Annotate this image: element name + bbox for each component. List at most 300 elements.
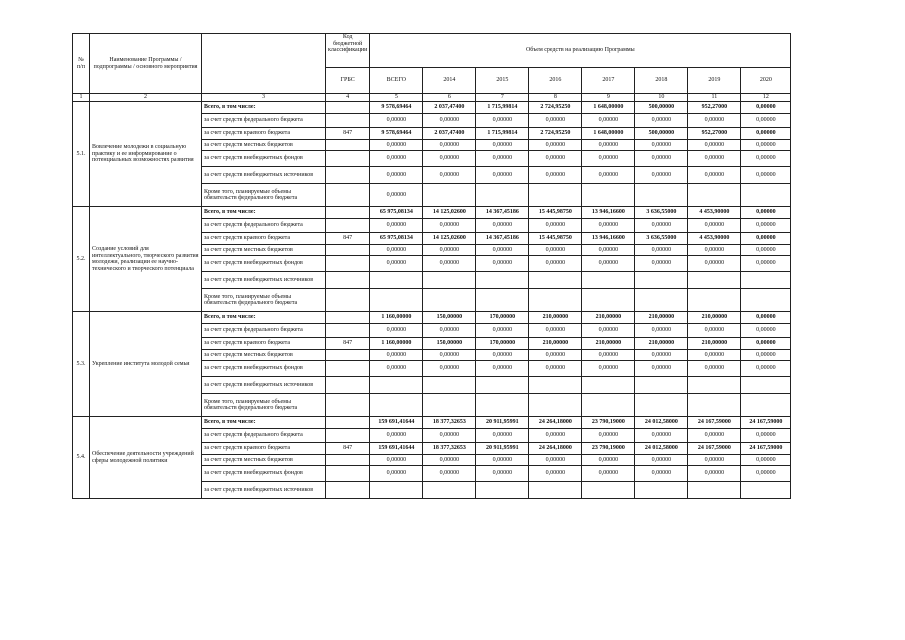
value-year: 0,00000 [635, 256, 688, 272]
value-year: 23 790,19000 [582, 443, 635, 455]
value-year: 0,00000 [423, 361, 476, 377]
value-total [370, 272, 423, 289]
value-year: 0,00000 [582, 324, 635, 338]
value-year: 1 648,00000 [582, 102, 635, 114]
value-year: 0,00000 [582, 219, 635, 233]
value-year: 0,00000 [741, 151, 791, 167]
value-year [582, 482, 635, 499]
value-year [529, 289, 582, 312]
header-grbs: ГРБС [326, 68, 370, 94]
value-year [741, 184, 791, 207]
value-year: 0,00000 [741, 455, 791, 466]
value-year [476, 377, 529, 394]
value-year [688, 184, 741, 207]
value-year: 15 445,98750 [529, 207, 582, 219]
value-year: 18 377,32653 [423, 443, 476, 455]
value-year [423, 289, 476, 312]
value-year: 13 946,16600 [582, 207, 635, 219]
funding-source-label: Всего, в том числе: [202, 312, 326, 324]
value-year [688, 272, 741, 289]
value-year [582, 289, 635, 312]
value-year: 0,00000 [688, 466, 741, 482]
value-year: 0,00000 [423, 256, 476, 272]
value-year: 0,00000 [423, 151, 476, 167]
value-year [529, 184, 582, 207]
value-year: 210,00000 [582, 312, 635, 324]
value-year: 500,00000 [635, 102, 688, 114]
value-year: 210,00000 [688, 312, 741, 324]
value-year [423, 482, 476, 499]
value-year [741, 272, 791, 289]
value-year: 0,00000 [423, 140, 476, 151]
value-year: 0,00000 [688, 245, 741, 256]
value-year: 0,00000 [741, 466, 791, 482]
value-year: 0,00000 [582, 466, 635, 482]
value-total: 0,00000 [370, 324, 423, 338]
funding-source-label: за счет средств внебюджетных источников [202, 482, 326, 499]
value-total: 0,00000 [370, 350, 423, 361]
column-number: 11 [688, 94, 741, 102]
value-year: 24 264,18000 [529, 417, 582, 429]
funding-source-label: за счет средств краевого бюджета [202, 443, 326, 455]
value-year: 0,00000 [741, 207, 791, 219]
value-year: 0,00000 [582, 455, 635, 466]
header-num: № п/п [73, 34, 90, 94]
value-year: 14 125,02600 [423, 207, 476, 219]
value-year: 0,00000 [423, 324, 476, 338]
value-year: 0,00000 [423, 114, 476, 128]
value-year: 18 377,32653 [423, 417, 476, 429]
header-year: 2017 [582, 68, 635, 94]
value-year: 0,00000 [635, 455, 688, 466]
value-year [741, 482, 791, 499]
funding-source-label: за счет средств краевого бюджета [202, 233, 326, 245]
value-year: 0,00000 [741, 233, 791, 245]
grbs-code [326, 140, 370, 151]
grbs-code [326, 207, 370, 219]
table-row [73, 207, 791, 219]
value-year [635, 482, 688, 499]
value-year: 0,00000 [423, 350, 476, 361]
value-year: 0,00000 [529, 429, 582, 443]
value-year: 0,00000 [688, 429, 741, 443]
value-year: 952,27000 [688, 128, 741, 140]
value-year: 0,00000 [582, 245, 635, 256]
value-year: 0,00000 [582, 256, 635, 272]
value-total: 0,00000 [370, 167, 423, 184]
value-year [476, 394, 529, 417]
funding-source-label: за счет средств федерального бюджета [202, 429, 326, 443]
value-total: 0,00000 [370, 466, 423, 482]
value-year [688, 482, 741, 499]
value-year: 0,00000 [582, 151, 635, 167]
column-number: 12 [741, 94, 791, 102]
grbs-code [326, 167, 370, 184]
value-year: 0,00000 [741, 350, 791, 361]
table-row [73, 102, 791, 114]
value-total: 9 578,69464 [370, 128, 423, 140]
value-year [582, 377, 635, 394]
value-year [688, 377, 741, 394]
value-year: 24 264,18000 [529, 443, 582, 455]
value-year: 210,00000 [635, 312, 688, 324]
value-year: 24 167,59000 [688, 417, 741, 429]
funding-source-label: за счет средств внебюджетных фондов [202, 361, 326, 377]
value-year: 15 445,98750 [529, 233, 582, 245]
header-year: 2015 [476, 68, 529, 94]
value-year: 24 167,59000 [741, 417, 791, 429]
value-year: 0,00000 [635, 361, 688, 377]
value-year: 0,00000 [423, 429, 476, 443]
value-total: 0,00000 [370, 361, 423, 377]
value-total: 0,00000 [370, 245, 423, 256]
value-year: 0,00000 [529, 219, 582, 233]
value-year: 0,00000 [635, 167, 688, 184]
funding-source-label: Кроме того, планируемые объемы обязательств федерального бюджета [202, 289, 326, 312]
value-year: 210,00000 [688, 338, 741, 350]
value-year: 0,00000 [741, 324, 791, 338]
value-year: 4 453,90000 [688, 233, 741, 245]
grbs-code [326, 102, 370, 114]
value-year: 0,00000 [476, 324, 529, 338]
value-year: 3 636,55000 [635, 207, 688, 219]
value-year: 0,00000 [688, 151, 741, 167]
value-year: 170,00000 [476, 338, 529, 350]
value-year: 1 715,99814 [476, 128, 529, 140]
section-number: 5.3. [73, 312, 90, 417]
value-year: 210,00000 [635, 338, 688, 350]
value-year: 0,00000 [476, 219, 529, 233]
value-year [635, 184, 688, 207]
value-year [635, 394, 688, 417]
table-row [73, 417, 791, 429]
value-year [635, 377, 688, 394]
value-year [635, 289, 688, 312]
value-total [370, 394, 423, 417]
value-total: 65 975,08134 [370, 207, 423, 219]
value-year: 14 125,02600 [423, 233, 476, 245]
value-year: 0,00000 [529, 167, 582, 184]
budget-table [72, 33, 791, 499]
value-year: 0,00000 [741, 219, 791, 233]
value-total: 159 691,41644 [370, 417, 423, 429]
value-year: 0,00000 [688, 167, 741, 184]
value-year: 0,00000 [529, 466, 582, 482]
value-year: 0,00000 [741, 312, 791, 324]
value-year: 24 167,59000 [688, 443, 741, 455]
value-year: 24 012,58000 [635, 417, 688, 429]
value-year: 20 911,95991 [476, 443, 529, 455]
value-year [476, 184, 529, 207]
funding-source-label: Всего, в том числе: [202, 417, 326, 429]
value-year: 0,00000 [476, 361, 529, 377]
funding-source-label: за счет средств краевого бюджета [202, 338, 326, 350]
value-year: 0,00000 [688, 324, 741, 338]
value-year: 0,00000 [582, 114, 635, 128]
value-year: 500,00000 [635, 128, 688, 140]
value-year: 0,00000 [741, 361, 791, 377]
grbs-code [326, 455, 370, 466]
value-year [423, 394, 476, 417]
value-year [741, 377, 791, 394]
value-year: 4 453,90000 [688, 207, 741, 219]
grbs-code [326, 350, 370, 361]
value-year: 0,00000 [688, 361, 741, 377]
value-year: 0,00000 [529, 114, 582, 128]
value-year: 0,00000 [688, 140, 741, 151]
column-numbering-row [73, 94, 791, 102]
value-year: 0,00000 [529, 455, 582, 466]
value-year: 0,00000 [741, 245, 791, 256]
value-year: 14 367,45186 [476, 207, 529, 219]
grbs-code [326, 466, 370, 482]
value-year: 0,00000 [741, 167, 791, 184]
value-year: 1 715,99814 [476, 102, 529, 114]
value-total: 0,00000 [370, 114, 423, 128]
value-year: 14 367,45186 [476, 233, 529, 245]
value-year: 0,00000 [423, 466, 476, 482]
value-year [582, 272, 635, 289]
funding-source-label: за счет средств местных бюджетов [202, 245, 326, 256]
value-year: 0,00000 [476, 167, 529, 184]
value-year [476, 272, 529, 289]
grbs-code [326, 114, 370, 128]
value-year: 0,00000 [741, 102, 791, 114]
value-year: 0,00000 [635, 245, 688, 256]
funding-source-label: Всего, в том числе: [202, 102, 326, 114]
header-name: Наименование Программы / подпрограммы / основного мероприятия [90, 34, 202, 94]
column-number: 9 [582, 94, 635, 102]
column-number: 1 [73, 94, 90, 102]
funding-source-label: за счет средств внебюджетных фондов [202, 466, 326, 482]
value-total: 0,00000 [370, 256, 423, 272]
value-year: 0,00000 [741, 114, 791, 128]
value-year: 0,00000 [529, 324, 582, 338]
value-year: 20 911,95991 [476, 417, 529, 429]
value-total [370, 377, 423, 394]
value-year: 0,00000 [423, 219, 476, 233]
funding-source-label: за счет средств местных бюджетов [202, 455, 326, 466]
header-year: 2020 [741, 68, 791, 94]
grbs-code [326, 361, 370, 377]
value-year: 0,00000 [635, 219, 688, 233]
value-year: 0,00000 [476, 455, 529, 466]
value-year: 0,00000 [582, 140, 635, 151]
section-name: Вовлечение молодежи в социальную практику и ее информирование о потенциальных возможностях развития [90, 102, 202, 207]
value-total: 0,00000 [370, 455, 423, 466]
value-year [529, 482, 582, 499]
section-name: Создание условий для интеллектуального, творческого развития молодежи, реализации ее научно-технического и творческого потенциала [90, 207, 202, 312]
value-year: 210,00000 [529, 312, 582, 324]
value-year: 0,00000 [423, 167, 476, 184]
grbs-code: 847 [326, 128, 370, 140]
value-year: 0,00000 [741, 128, 791, 140]
value-year: 24 167,59000 [741, 443, 791, 455]
value-year: 0,00000 [529, 361, 582, 377]
value-year: 0,00000 [529, 350, 582, 361]
grbs-code [326, 429, 370, 443]
funding-source-label: за счет средств краевого бюджета [202, 128, 326, 140]
value-year [688, 289, 741, 312]
value-year: 0,00000 [635, 140, 688, 151]
grbs-code [326, 289, 370, 312]
value-year [688, 394, 741, 417]
grbs-code: 847 [326, 233, 370, 245]
value-year: 2 037,47400 [423, 102, 476, 114]
funding-source-label: за счет средств внебюджетных фондов [202, 256, 326, 272]
grbs-code [326, 482, 370, 499]
value-year: 2 037,47400 [423, 128, 476, 140]
value-year [476, 482, 529, 499]
value-year: 0,00000 [423, 245, 476, 256]
funding-source-label: за счет средств внебюджетных фондов [202, 151, 326, 167]
value-year [741, 394, 791, 417]
grbs-code [326, 417, 370, 429]
value-total: 65 975,08134 [370, 233, 423, 245]
header-code: Код бюджетной классификации [326, 34, 370, 68]
value-total: 0,00000 [370, 140, 423, 151]
funding-source-label: Кроме того, планируемые объемы обязательств федерального бюджета [202, 184, 326, 207]
funding-source-label: за счет средств внебюджетных источников [202, 377, 326, 394]
funding-source-label: за счет средств федерального бюджета [202, 114, 326, 128]
value-total [370, 482, 423, 499]
column-number: 3 [202, 94, 326, 102]
value-year: 0,00000 [635, 466, 688, 482]
value-year: 0,00000 [476, 140, 529, 151]
value-year [423, 377, 476, 394]
value-year: 1 648,00000 [582, 128, 635, 140]
grbs-code [326, 312, 370, 324]
column-number: 2 [90, 94, 202, 102]
grbs-code: 847 [326, 338, 370, 350]
value-year [582, 394, 635, 417]
value-year [741, 289, 791, 312]
header-year: 2014 [423, 68, 476, 94]
value-year: 2 724,95250 [529, 128, 582, 140]
value-year: 0,00000 [529, 245, 582, 256]
value-year [423, 184, 476, 207]
grbs-code [326, 184, 370, 207]
value-year: 0,00000 [741, 256, 791, 272]
value-year: 0,00000 [688, 256, 741, 272]
value-year: 0,00000 [635, 429, 688, 443]
grbs-code: 847 [326, 443, 370, 455]
value-total: 0,00000 [370, 429, 423, 443]
value-year: 0,00000 [582, 350, 635, 361]
value-year: 0,00000 [476, 256, 529, 272]
value-year [423, 272, 476, 289]
value-year [529, 377, 582, 394]
funding-source-label: за счет средств внебюджетных источников [202, 272, 326, 289]
funding-source-label: за счет средств федерального бюджета [202, 219, 326, 233]
column-number: 10 [635, 94, 688, 102]
section-number: 5.4. [73, 417, 90, 499]
grbs-code [326, 245, 370, 256]
funding-source-label: за счет средств внебюджетных источников [202, 167, 326, 184]
column-number: 8 [529, 94, 582, 102]
grbs-code [326, 272, 370, 289]
value-year: 0,00000 [688, 114, 741, 128]
column-number: 5 [370, 94, 423, 102]
value-year: 210,00000 [582, 338, 635, 350]
header-year: 2019 [688, 68, 741, 94]
value-year: 210,00000 [529, 338, 582, 350]
value-year: 0,00000 [635, 151, 688, 167]
section-number: 5.1. [73, 102, 90, 207]
column-number: 6 [423, 94, 476, 102]
value-year: 0,00000 [476, 245, 529, 256]
column-number: 7 [476, 94, 529, 102]
value-year: 0,00000 [582, 167, 635, 184]
value-year: 0,00000 [688, 219, 741, 233]
value-year: 0,00000 [529, 256, 582, 272]
value-year [582, 184, 635, 207]
value-total: 1 160,00000 [370, 312, 423, 324]
value-year: 2 724,95250 [529, 102, 582, 114]
header-year: 2018 [635, 68, 688, 94]
funding-source-label: за счет средств местных бюджетов [202, 140, 326, 151]
value-total: 1 160,00000 [370, 338, 423, 350]
grbs-code [326, 377, 370, 394]
value-year: 0,00000 [582, 429, 635, 443]
header-sources [202, 34, 326, 94]
section-number: 5.2. [73, 207, 90, 312]
value-year: 0,00000 [741, 140, 791, 151]
value-year: 0,00000 [635, 350, 688, 361]
funding-source-label: Кроме того, планируемые объемы обязательств федерального бюджета [202, 394, 326, 417]
value-year: 24 012,58000 [635, 443, 688, 455]
value-year: 13 946,16600 [582, 233, 635, 245]
value-year: 0,00000 [529, 151, 582, 167]
grbs-code [326, 394, 370, 417]
value-year: 0,00000 [582, 361, 635, 377]
budget-table-sheet [72, 33, 791, 499]
value-year: 0,00000 [688, 455, 741, 466]
header-total: ВСЕГО [370, 68, 423, 94]
value-year [529, 272, 582, 289]
value-year: 23 790,19000 [582, 417, 635, 429]
value-year: 0,00000 [529, 140, 582, 151]
value-year: 0,00000 [423, 455, 476, 466]
value-total [370, 289, 423, 312]
value-year: 0,00000 [476, 151, 529, 167]
header-year: 2016 [529, 68, 582, 94]
section-name: Укрепление института молодой семьи [90, 312, 202, 417]
value-year: 150,00000 [423, 338, 476, 350]
table-row [73, 312, 791, 324]
funding-source-label: за счет средств федерального бюджета [202, 324, 326, 338]
grbs-code [326, 324, 370, 338]
value-year: 0,00000 [635, 324, 688, 338]
header-volume: Объем средств на реализацию Программы [370, 34, 791, 68]
value-total: 0,00000 [370, 184, 423, 207]
value-year [476, 289, 529, 312]
funding-source-label: за счет средств местных бюджетов [202, 350, 326, 361]
section-name: Обеспечение деятельности учреждений сферы молодежной политики [90, 417, 202, 499]
value-year: 0,00000 [741, 429, 791, 443]
value-year: 150,00000 [423, 312, 476, 324]
value-year: 952,27000 [688, 102, 741, 114]
value-year: 0,00000 [476, 466, 529, 482]
grbs-code [326, 256, 370, 272]
value-year: 0,00000 [688, 350, 741, 361]
value-year: 0,00000 [741, 338, 791, 350]
value-total: 0,00000 [370, 151, 423, 167]
value-year: 0,00000 [476, 114, 529, 128]
value-year [529, 394, 582, 417]
grbs-code [326, 219, 370, 233]
value-year: 0,00000 [476, 429, 529, 443]
